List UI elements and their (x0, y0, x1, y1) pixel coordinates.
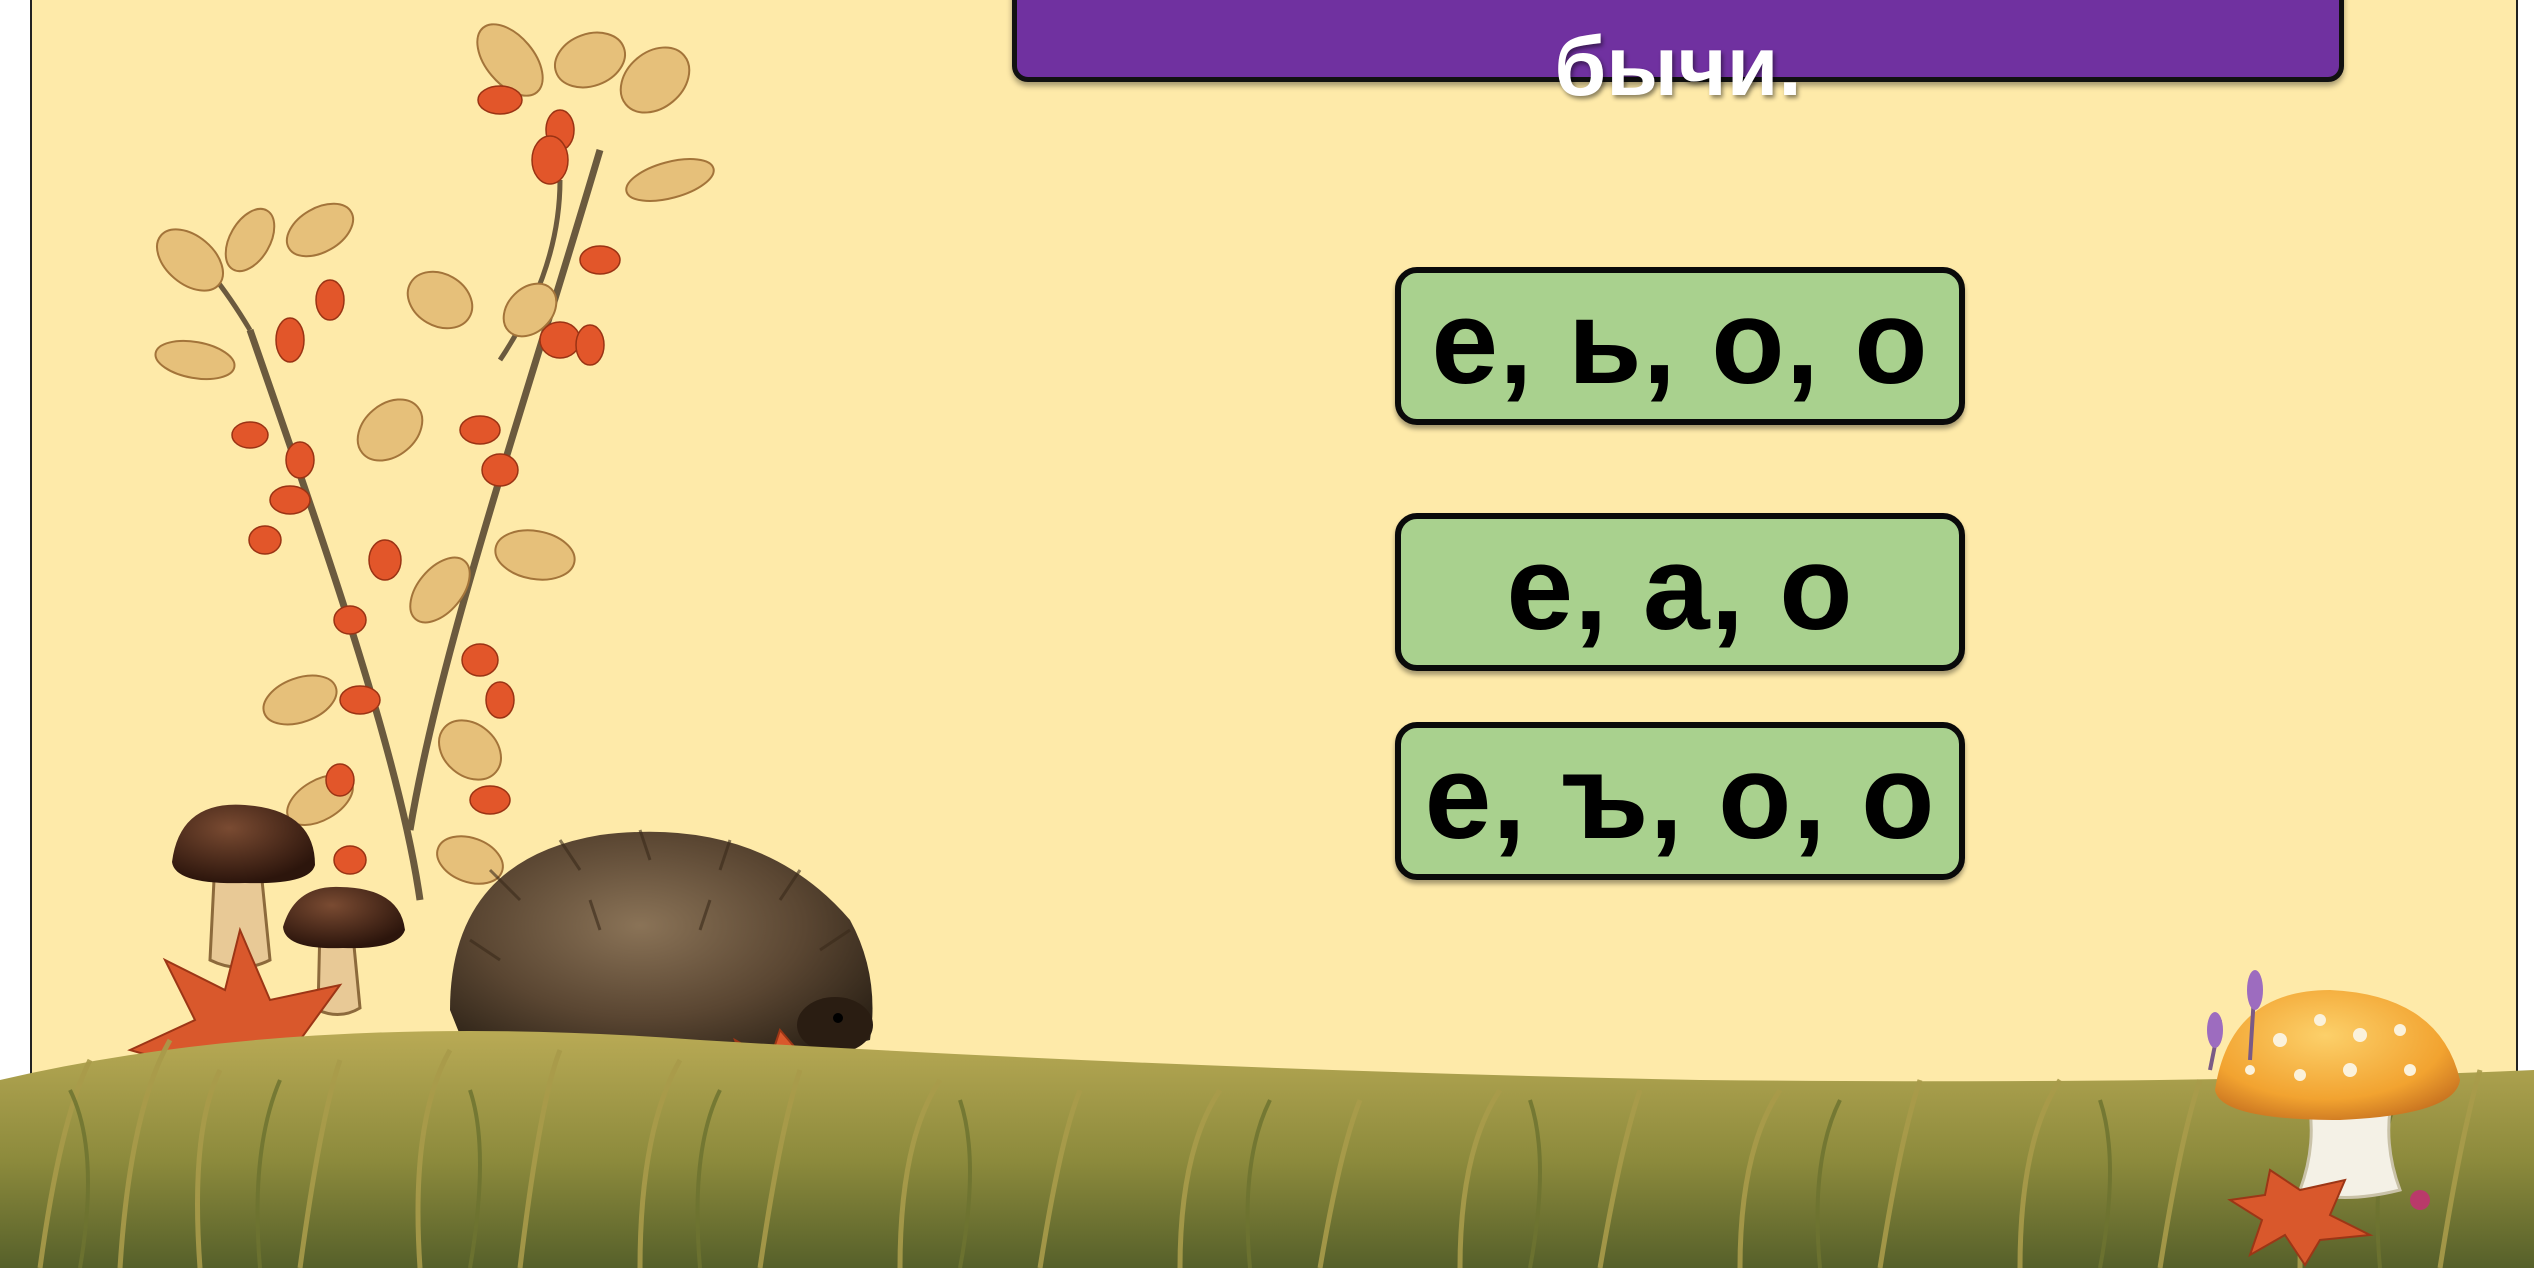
answer-option-2[interactable] (1395, 513, 1965, 671)
answer-option-label: е, ъ, о, о (1424, 730, 1936, 864)
answer-option-3[interactable] (1395, 722, 1965, 880)
answer-option-label: е, ь, о, о (1431, 275, 1929, 409)
answer-option-1[interactable] (1395, 267, 1965, 425)
barberry-branch-icon (145, 12, 718, 900)
grass-strip (0, 1031, 2534, 1268)
answer-option-label: е, а, о (1506, 521, 1854, 655)
title-text: бычи. (1554, 19, 1802, 113)
hedgehog-icon (450, 830, 873, 1067)
